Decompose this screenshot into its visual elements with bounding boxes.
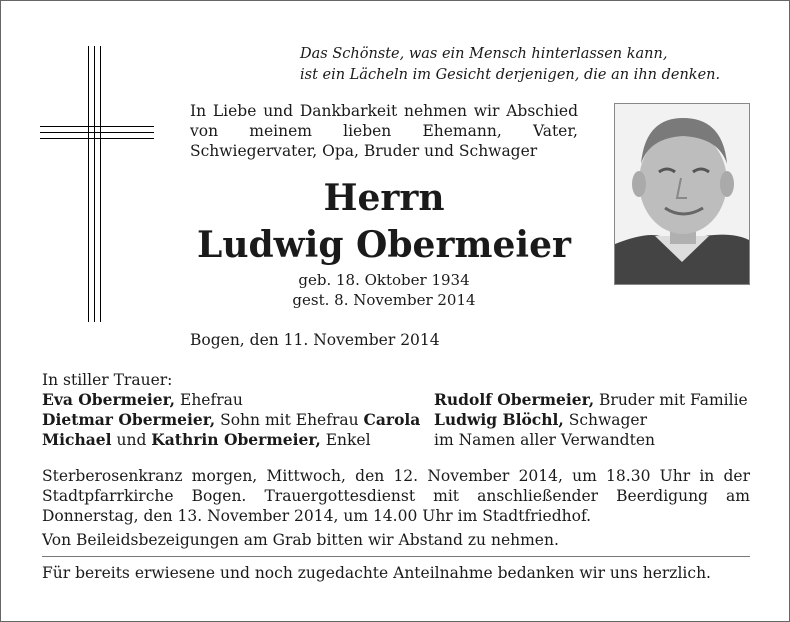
mourners-section bbox=[42, 370, 752, 449]
intro-text: In Liebe und Dankbarkeit nehmen wir Abschied von meinem lieben Ehemann, Vater, Schwiegervater, Opa, Bruder und Schwager bbox=[190, 102, 578, 160]
mourner-name: Michael bbox=[42, 430, 112, 449]
thanks-note: Für bereits erwiesene und noch zugedachte Anteilnahme bedanken wir uns herzlich. bbox=[42, 564, 711, 582]
divider bbox=[42, 556, 750, 557]
mourners-left-column bbox=[42, 390, 432, 450]
death-date: gest. 8. November 2014 bbox=[292, 291, 476, 309]
mourner-name: Carola bbox=[363, 410, 421, 429]
portrait-image bbox=[615, 104, 749, 284]
mourner-row bbox=[434, 430, 754, 450]
funeral-notice: Sterberosenkranz morgen, Mittwoch, den 12. November 2014, um 18.30 Uhr in der Stadtpfarrkirche Bogen. Trauergottesdienst mit anschließender Beerdigung am Donnerstag, den 13. November 2014, um 14.00 Uhr im Stadtfriedhof. bbox=[42, 467, 750, 525]
memorial-quote bbox=[300, 44, 750, 86]
cross-icon bbox=[40, 46, 154, 322]
mourner-row bbox=[434, 390, 754, 410]
place-and-date: Bogen, den 11. November 2014 bbox=[190, 331, 440, 349]
condolence-note: Von Beileidsbezeigungen am Grab bitten wir Abstand zu nehmen. bbox=[42, 531, 559, 549]
salutation: Herrn bbox=[323, 177, 445, 219]
birth-date: geb. 18. Oktober 1934 bbox=[298, 271, 470, 289]
mourner-name: Kathrin Obermeier, bbox=[151, 430, 321, 449]
deceased-name: Ludwig Obermeier bbox=[197, 224, 571, 266]
life-dates bbox=[190, 270, 578, 310]
mourner-name: Dietmar Obermeier, bbox=[42, 410, 216, 429]
mourner-name: Rudolf Obermeier, bbox=[434, 390, 595, 409]
mourner-relation: im Namen aller Verwandten bbox=[434, 431, 655, 449]
mourners-heading: In stiller Trauer: bbox=[42, 371, 173, 389]
mourner-row bbox=[42, 410, 432, 430]
mourner-relation: Schwager bbox=[563, 411, 648, 429]
quote-line-2: ist ein Lächeln im Gesicht derjenigen, die an ihn denken. bbox=[300, 67, 721, 83]
mourner-relation: Ehefrau bbox=[175, 391, 243, 409]
mourner-name: Eva Obermeier, bbox=[42, 390, 176, 409]
mourner-row bbox=[42, 430, 432, 450]
mourner-relation: Enkel bbox=[320, 431, 371, 449]
portrait-photo bbox=[614, 103, 750, 285]
mourner-name: Ludwig Blöchl, bbox=[434, 410, 564, 429]
mourner-relation: Sohn mit Ehefrau bbox=[215, 411, 364, 429]
mourner-relation: und bbox=[111, 431, 152, 449]
mourner-row bbox=[42, 390, 432, 410]
mourner-row bbox=[434, 410, 754, 430]
quote-line-1: Das Schönste, was ein Mensch hinterlassen kann, bbox=[300, 46, 668, 62]
mourner-relation: Bruder mit Familie bbox=[594, 391, 748, 409]
mourners-right-column bbox=[434, 390, 754, 450]
